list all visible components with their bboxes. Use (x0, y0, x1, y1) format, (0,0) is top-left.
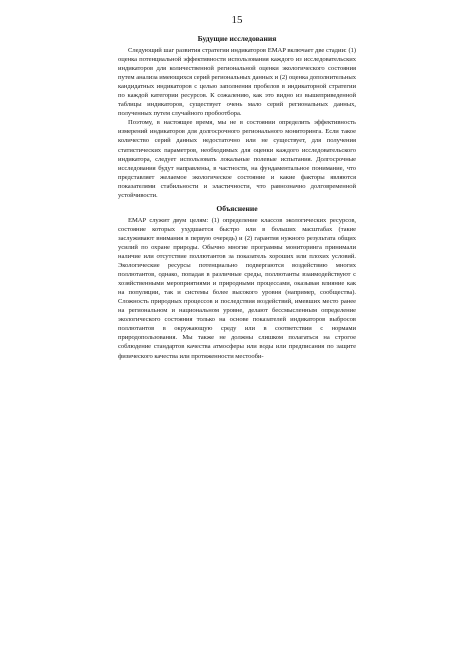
text-column (118, 34, 356, 361)
paragraph: Следующий шаг развития стратегии индикаторов EMAP включает две стадии: (1) оценка потенциальной эффективности использования каждого из исследовательских индикаторов для количественной региональной оценки экологического состояния путем анализа имеющихся серий региональных данных и (2) оценка дополнительных кандидатных индикаторов с целью заполнения пробелов в индикаторной стратегии по каждой категории ресурсов. К сожалению, как это видно из вышеприведенной таблицы индикаторов, существует очень мало серий региональных данных, полученных путем случайного пробоотбора. (118, 47, 356, 118)
section-heading-explanation: Объяснение (216, 203, 258, 213)
paragraph: EMAP служит двум целям: (1) определение классов экологических ресурсов, состояние которых ухудшается быстро или в больших масштабах (такие заслуживают внимания в первую очередь) и (2) гарантия нужного результата общих усилий по охране природы. Обычно многие программы мониторинга принимали наличие или отсутствие поллютантов за показатель хороших или плохих условий. Экологические ресурсы потенциально подвергаются воздействию многих поллютантов, однако, попадая в различные среды, поллютанты взаимодействуют с хозяйственными мероприятиями и природными процессами, оказывая влияние как на популяции, так и системы более высокого уровня (например, сообщества). Сложность природных процессов и последствия воздействий, имевших место ранее на региональном и национальном уровне, делают бессмысленным определение экологического состояния только на основе показателей индикаторов выбросов поллютантов в окружающую среду или в соответствии с нормами природопользования. Мы также не должны слишком полагаться на строгое соблюдение стандартов качества атмосферы или воды или предписания по защите физического качества или протяженности местооби- (118, 216, 356, 360)
section-heading-future-research: Будущие исследования (197, 34, 277, 43)
paragraph: Поэтому, в настоящее время, мы не в состоянии определить эффективность измерений индикаторов для долгосрочного регионального мониторинга. Если такое количество серий данных недостаточно или не существует, для получения статистических параметров, необходимых для оценки каждого исследовательского индикатора, следует использовать локальные полевые испытания. Долгосрочные исследования будут направлены, в частности, на фундаментальное понимание, что представляет желаемое экологическое состояние и какие факторы являются показателями стабильности и эластичности, что равнозначно долговременной устойчивости. (118, 119, 356, 199)
page-number: 15 (231, 14, 243, 26)
